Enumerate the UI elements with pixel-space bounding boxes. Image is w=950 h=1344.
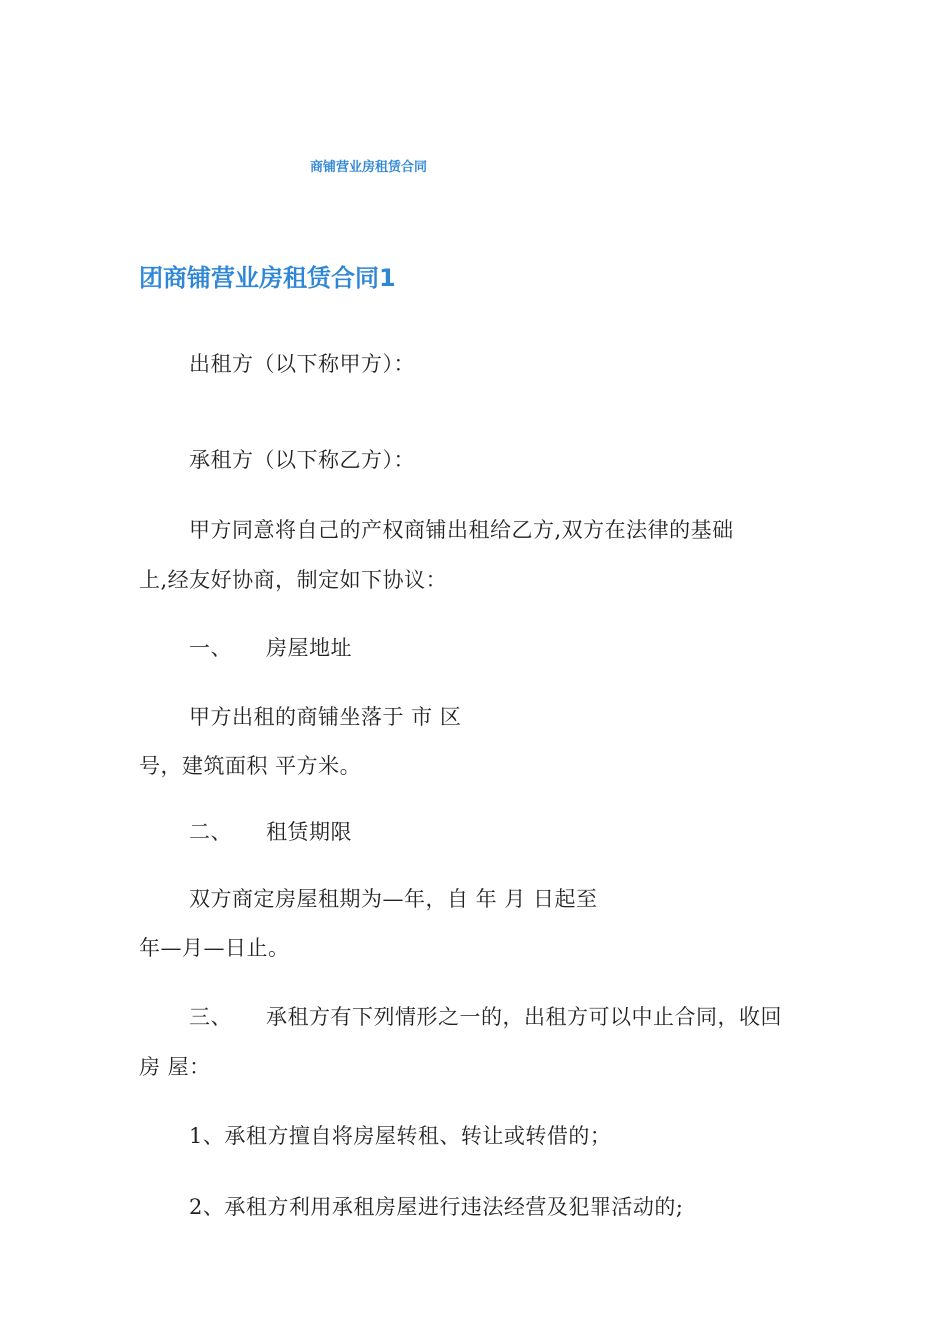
- section-2-line-1: 双方商定房屋租期为—年，自 年 月 日起至: [189, 887, 598, 911]
- section-3-title-line-2: 房 屋：: [139, 1055, 211, 1079]
- section-2-heading: [189, 818, 352, 846]
- section-1-title: 房屋地址: [266, 636, 352, 660]
- section-2-title: 租赁期限: [266, 820, 352, 844]
- section-1-line-1: 甲方出租的商铺坐落于 市 区: [189, 705, 462, 729]
- section-1-line-2: 号，建筑面积 平方米。: [139, 754, 362, 778]
- intro-line-1: 甲方同意将自己的产权商铺出租给乙方,双方在法律的基础: [189, 518, 734, 542]
- section-3-heading: [189, 1003, 782, 1031]
- section-3-number: 三、: [189, 1005, 232, 1029]
- lessor-line: 出租方（以下称甲方）：: [189, 352, 415, 376]
- list-item-2: 2、承租方利用承租房屋进行违法经营及犯罪活动的;: [189, 1195, 684, 1219]
- section-2-line-2: 年—月—日止。: [139, 936, 290, 960]
- list-item-1: 1、承租方擅自将房屋转租、转让或转借的；: [189, 1124, 612, 1148]
- header-title: 商铺营业房租赁合同: [310, 160, 428, 175]
- intro-line-2: 上,经友好协商，制定如下协议：: [139, 568, 448, 592]
- lessee-line: 承租方（以下称乙方）：: [189, 448, 415, 472]
- section-2-number: 二、: [189, 820, 232, 844]
- section-1-heading: [189, 634, 352, 662]
- section-3-title-line-1: 承租方有下列情形之一的，出租方可以中止合同，收回: [266, 1005, 782, 1029]
- section-1-number: 一、: [189, 636, 232, 660]
- document-title: 团商铺营业房租赁合同1: [139, 264, 396, 292]
